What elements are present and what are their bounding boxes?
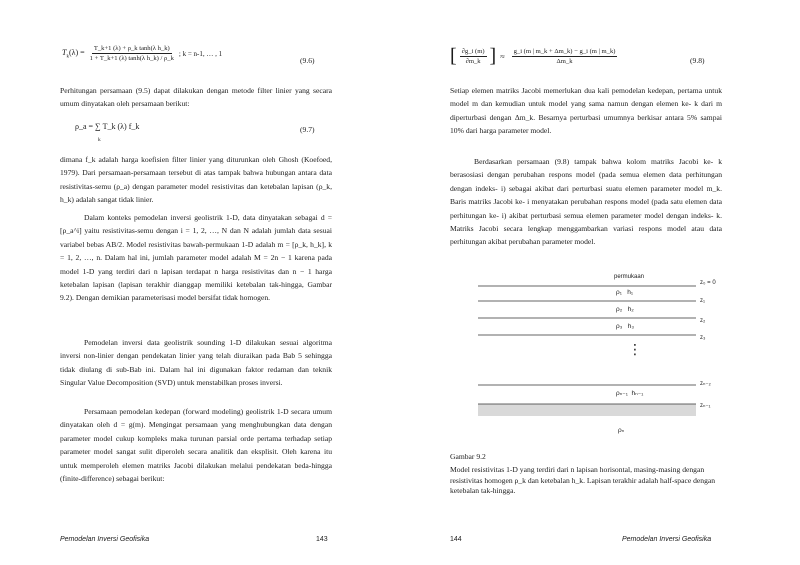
eq-9-8-rhs: $\frac{g\_i (m | m\_k + \Delta m\_k) - g\_i (m | m\_k)}{\Delta m\_k}$ bbox=[513, 47, 616, 65]
eq-9-6-denominator: 1 + T_k+1 (λ) tanh(λ h_k) / ρ_k bbox=[89, 55, 174, 62]
eq-9-6-fraction bbox=[88, 45, 176, 62]
layer-label: ρ₃ h₃ bbox=[616, 323, 635, 330]
depth-label: zₙ₋₂ bbox=[700, 381, 711, 387]
depth-label: z₃ bbox=[700, 335, 706, 341]
eq-9-8-approx: ≈ bbox=[500, 51, 505, 61]
figure-caption-text: Model resistivitas 1-D yang terdiri dari n lapisan horisontal, masing-masing dengan resistivitas homogen ρ_k dan ketebalan h_k. Lapisan terakhir adalah half-space dengan ketebalan tak-hingga. bbox=[450, 465, 716, 495]
eq-9-6-lhs: $T_k(\lambda)$ = bbox=[62, 47, 85, 60]
layered-model-diagram bbox=[474, 272, 728, 442]
page-number: 143 bbox=[316, 536, 328, 543]
depth-label: zₙ₋₁ bbox=[700, 403, 711, 409]
equation-9-6 bbox=[62, 45, 222, 62]
eq-9-7-sum-index: k bbox=[98, 137, 101, 143]
eq-9-6-number: (9.6) bbox=[300, 56, 315, 65]
footer-title: Pemodelan Inversi Geofisika bbox=[622, 536, 712, 543]
half-space-label: ρₙ bbox=[618, 427, 625, 434]
layered-model-svg bbox=[474, 272, 728, 442]
paragraph: Perhitungan persamaan (9.5) dapat dilakukan dengan metode filter linier yang secara umum dinyatakan oleh persamaan berikut: bbox=[60, 86, 332, 109]
layer-label: ρ₁ h₁ bbox=[616, 289, 634, 296]
depth-label: z₀ = 0 bbox=[700, 280, 716, 286]
eq-9-6-numerator: T_k+1 (λ) + ρ_k tanh(λ h_k) bbox=[93, 45, 170, 52]
eq-9-8-lhs: $\frac{\partial g\_i (m)}{\partial m\_k}$ bbox=[461, 47, 485, 65]
eq-9-7-number: (9.7) bbox=[300, 125, 315, 134]
paragraph: Dalam konteks pemodelan inversi geolistrik 1-D, data dinyatakan sebagai d = [ρ_a^i] yaitu resistivitas-semu dengan i = 1, 2, …, N dan N adalah jumlah data sesuai variabel bebas AB/2. Model resistivitas bawah-permukaan 1-D adalah m = [ρ_k, h_k], k = 1, 2, …, n. Dalam hal ini, jumlah parameter model adalah M = 2n − 1 karena pada model 1-D yang terdiri dari n lapisan terdapat n harga resistivitas dan n − 1 harga ketebalan lapisan (lapisan terakhir dianggap memiliki ketebalan tak-hingga, Gambar 9.2). Dengan demikian parameterisasi model bersifat tidak homogen. bbox=[60, 213, 332, 303]
shaded-layer bbox=[478, 404, 696, 416]
eq-9-7-formula: ρ_a = ∑ T_k (λ) f_k bbox=[75, 122, 140, 131]
eq-9-8-number: (9.8) bbox=[690, 56, 705, 65]
footer-title: Pemodelan Inversi Geofisika bbox=[60, 536, 150, 543]
layer-label: ρₙ₋₁ hₙ₋₁ bbox=[616, 390, 644, 397]
depth-label: z₁ bbox=[700, 298, 706, 304]
equation-9-7 bbox=[75, 122, 139, 131]
ellipsis-dots: ⋮ bbox=[628, 341, 642, 357]
layer-label: ρ₂ h₂ bbox=[616, 306, 634, 313]
paragraph: dimana f_k adalah harga koefisien filter linier yang diturunkan oleh Ghosh (Koefoed, 1979). Dari persamaan-persamaan tersebut di atas tampak bahwa hubungan antara data resistivitas-semu (ρ_a) dengan parameter model resistivitas dan ketebalan lapisan (ρ_k, h_k) adalah sangat tidak linier. bbox=[60, 155, 332, 205]
paragraph: Pemodelan inversi data geolistrik sounding 1-D dilakukan sesuai algoritma inversi non-linier dengan pendekatan linier yang telah diuraikan pada Bab 5 sehingga tidak diulang di sub-Bab ini. Dalam hal ini digunakan faktor redaman dan teknik Singular Value Decomposition (SVD) untuk menstabilkan proses inversi. bbox=[60, 338, 332, 388]
paragraph: Berdasarkan persamaan (9.8) tampak bahwa kolom matriks Jacobi ke- k berasosiasi dengan perubahan respons model (pada semua elemen data perhitungan dengan indeks- i) sebagai akibat dari perturbasi suatu elemen parameter model m_k. Baris matriks Jacobi ke- i menyatakan perubahan respons model (pada satu elemen data perhitungan ke- i) akibat perturbasi semua elemen parameter model dengan indeks- k. Matriks Jacobi secara lengkap menggambarkan variasi respons model atau data perhitungan akibat perubahan parameter model. bbox=[450, 157, 722, 247]
eq-9-6-condition: ; k = n-1, … , 1 bbox=[178, 49, 223, 58]
figure-caption-title: Gambar 9.2 bbox=[450, 452, 486, 461]
depth-label: z₂ bbox=[700, 318, 706, 324]
right-page bbox=[400, 0, 800, 565]
paragraph: Setiap elemen matriks Jacobi memerlukan dua kali pemodelan kedepan, pertama untuk model m dan kemudian untuk model yang sama namun dengan elemen ke- k dari m diperturbasi dengan Δm_k. Besarnya perturbasi umumnya berkisar antara 5% sampai 10% dari harga parameter model. bbox=[450, 86, 722, 136]
surface-label: permukaan bbox=[614, 274, 645, 280]
paragraph: Persamaan pemodelan kedepan (forward modeling) geolistrik 1-D secara umum dinyatakan oleh d = g(m). Mengingat persamaan yang menghubungkan data dengan parameter model cukup kompleks maka turunan parsial orde pertama terhadap setiap parameter model sangat sulit diperoleh secara analitik dan eksplisit. Oleh karena itu untuk memperoleh elemen matriks Jacobi dilakukan melalui pendekatan beda-hingga (finite-difference) sebagai berikut: bbox=[60, 407, 332, 484]
page-number: 144 bbox=[450, 536, 462, 543]
equation-9-8: [ $\frac{\partial g\_i (m)}{\partial m\_k}$ ] ≈ $\frac{g\_i (m | m\_k + \Delta m\_k) - g\_i (m | m\_k)}{\Delta m\_k}$ bbox=[450, 45, 616, 67]
